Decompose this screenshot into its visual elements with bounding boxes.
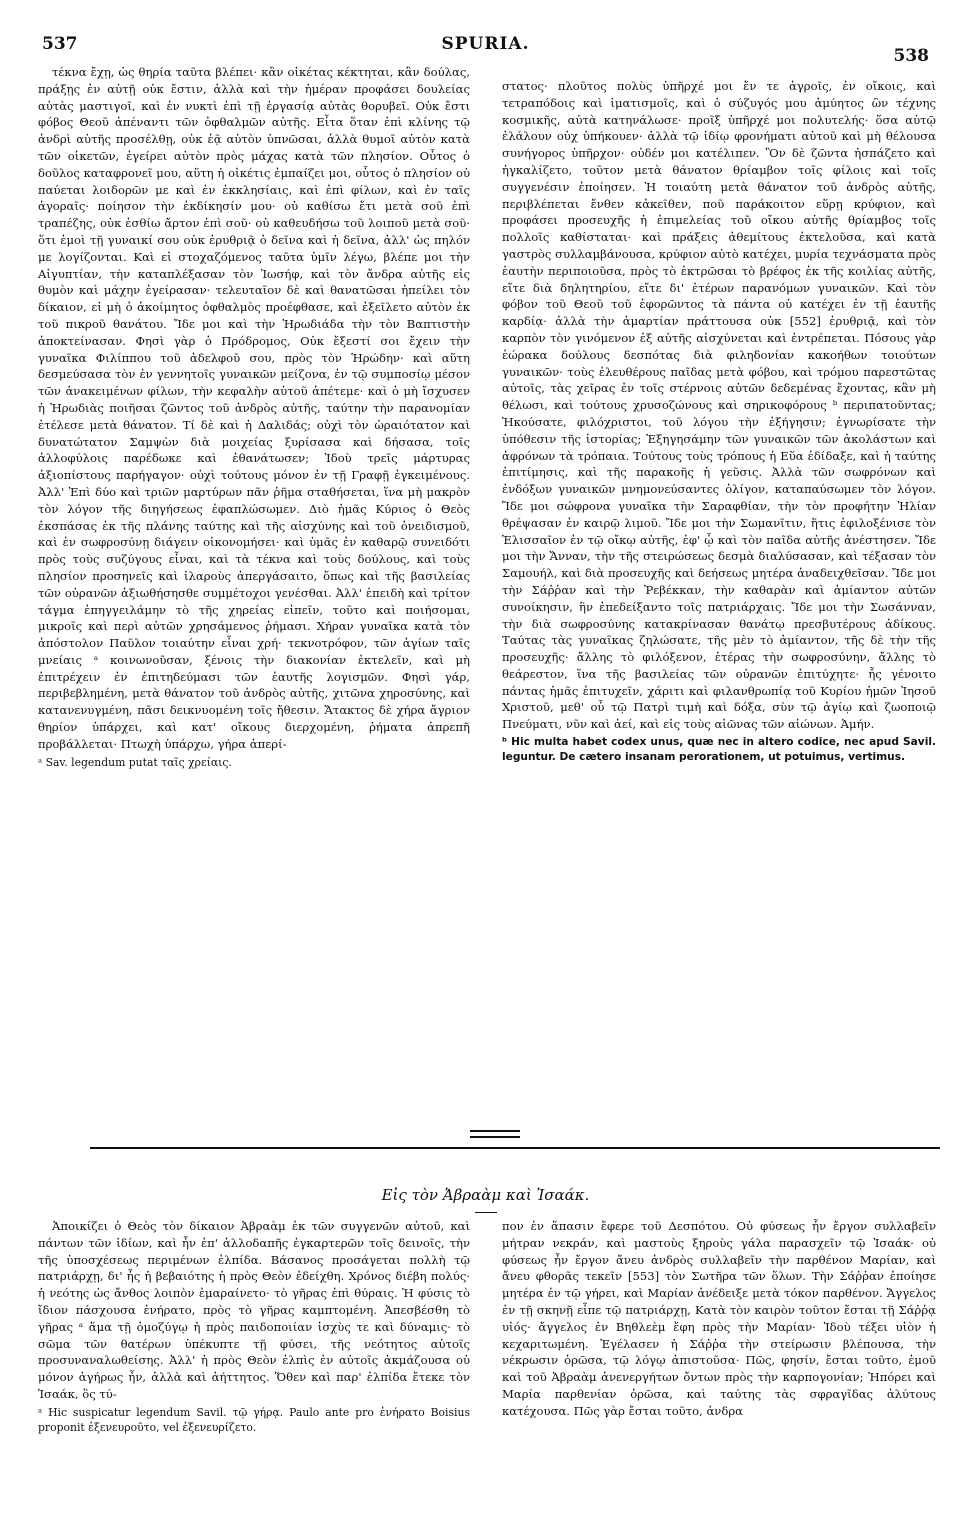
body-text: Ἀποικίζει ὁ Θεὸς τὸν δίκαιον Ἀβραὰμ ἐκ τῶν συγγενῶν αὐτοῦ, καὶ πάντων τῶν ἰδίων, καὶ ἦν ἐπ' ἀλλοδαπῆς ἐγκαρτερῶν τοῖς δεινοῖς, τὴν τῆς ὑποσχέσεως περιμένων ἐλπίδα. Βάσανος προσάγεται πολλὴ τῷ πατριάρχῃ, δι' ἧς ἡ βεβαιότης ἡ πρὸς Θεὸν ἐδείχθη. Χρόνος διέβη πολύς· ἡ νεότης ὡς ἄνθος λοιπὸν ἐμαραίνετο· τὸ γῆρας ἐπὶ θύραις. Ἡ φύσις τὸ ἴδιον πάσχουσα ἐνήρατο, πρὸς τὸ γῆρας καμπτομένη. Ἀπεσβέσθη τὸ γῆρας ᵃ ἅμα τῇ ὁμοζύγῳ ἡ πρὸς παιδοποιίαν ἰσχὺς τε καὶ δύναμις· τὸ σῶμα τῶν θατέρων ὑπέκυπτε τῇ φύσει, τῆς νεότητος αὐτοῖς προσυναναλωθείσης. Ἀλλ' ἡ πρὸς Θεὸν ἐλπὶς ἐν αὐτοῖς ἀκμάζουσα οὐ μόνον ἀγήρως ἦν, ἀλλὰ καὶ ἀήττητος. Ὅθεν καὶ παρ' ἐλπίδα ἔτεκε τὸν Ἰσαάκ, ὃς τύ- [38, 1219, 470, 1401]
column-right-upper [502, 78, 936, 764]
body-text: στατος· πλοῦτος πολὺς ὑπῆρχέ μοι ἔν τε ἀγροῖς, ἐν οἴκοις, καὶ τετραπόδοις καὶ ἱματισμοῖς, καὶ ὁ σύζυγός μου ἀμύητος ὢν τέχνης κοσμικῆς, αὐτὰ κατηνάλωσε· προῖξ ὑπῆρχέ μοι πολυτελής· ὅσα αὐτῷ ἐλάλουν οὐχ ὑπήκουεν· ἀλλὰ τῷ ἰδίῳ φρονήματι αὐτοῦ καὶ μὴ θέλουσα συνήγορος ὑπῆρχον· οὐδέν μοι κατέλιπεν. Ὃν δὲ ζῶντα ἠσπάζετο καὶ ἠγκαλίζετο, τοῦτον μετὰ θάνατον θρίαμβον τοῖς φίλοις καὶ τοῖς συγγενέσιν ἐποίησεν. Ἡ τοιαύτη μετὰ θάνατον τοῦ ἀνδρὸς αὐτῆς, περιβλέπεται ἔνθεν κἀκεῖθεν, ποῦ παράκοιτον εὕρῃ κρύφιον, καὶ προφάσει προσευχῆς ἡ ἐπιμελείας τοῦ οἴκου αὐτῆς θρίαμβος τοῖς πολλοῖς καθίσταται· καὶ πράξεις ἀθεμίτους ἐκτελοῦσα, καὶ κατὰ γαστρὸς συλλαμβάνουσα, κρύφιον αὐτὸ κατέχει, μυρία τεχνάσματα πρὸς ἑαυτὴν περιποιοῦσα, πρὸς τὸ ἐκτρῶσαι τὸ βρέφος ἐκ τῆς κοιλίας αὐτῆς, εἴτε διὰ δηλητηρίου, εἴτε δι' ἑτέρων παρανόμων γυναικῶν. Καὶ τὸν φόβον τοῦ Θεοῦ τοῦ ἐφορῶντος τὰ πάντα οὐ κατέχει ἐν τῇ ἑαυτῆς καρδίᾳ· ἀλλὰ τὴν ἁμαρτίαν πράττουσα οὐκ [552] ἐρυθριᾷ, καὶ τὸν καρπὸν τὸν γινόμενον ἐξ αὐτῆς αἰσχύνεται καὶ ἐντρέπεται. Πόσους γὰρ ἑώρακα δούλους δεσπότας διὰ φιληδονίαν κακοήθων τοιούτων γυναικῶν· τοὺς ἐλευθέρους παῖδας μετὰ φόβου, καὶ τρόμου παρεστῶτας αὐτοῖς, τὰς χεῖρας ἐν τοῖς στέρνοις αὐτῶν δεδεμένας ἔχοντας, κἂν μὴ θέλωσι, καὶ τούτους χρυσοζώνους καὶ σηρικοφόρους ᵇ περιπατοῦντας; Ἠκούσατε, φιλόχριστοι, τοῦ λόγου τὴν ἐξήγησιν; ἐγνωρίσατε τὴν ὑπόθεσιν τῆς ἱστορίας; Ἐξηγησάμην τῶν γυναικῶν τῶν ἀκολάστων καὶ ἀφρόνων τὰ τρόπαια. Τούτους τοὺς τρόπους ἡ Εὕα ἐδίδαξε, καὶ ἡ ταύτης ἐπιτίμησις, καὶ τῆς παρακοῆς ἡ γεῦσις. Ἀλλὰ τῶν σωφρόνων καὶ ἐνδόξων γυναικῶν μνημονεύσαντες ὀλίγον, καταπαύσωμεν τὸν λόγον. Ἴδε μοι σώφρονα γυναῖκα τὴν Σαραφθίαν, τὴν τὸν προφήτην Ἠλίαν θρέψασαν ἐν καιρῷ λιμοῦ. Ἴδε μοι τὴν Σωμανῖτιν, ἥτις ἐφιλοξένισε τὸν Ἐλισσαῖον ἐν τῷ οἴκῳ αὐτῆς, ἐφ' ᾧ καὶ τὸν παῖδα αὐτῆς ἀνέστησεν. Ἴδε μοι τὴν Ἄνναν, τὴν τῆς στειρώσεως δεσμὰ διαλύσασαν, καὶ τέξασαν τὸν Σαμουήλ, καὶ διὰ προσευχῆς καὶ δεήσεως μητέρα ἀναδειχθεῖσαν. Ἴδε μοι τὴν Σάῤῥαν καὶ τὴν Ῥεβέκκαν, τὴν καθαρὰν καὶ ἀμίαντον αὐτῶν συνοίκησιν, ἣν ἐπεδείξαντο τοῖς πατριάρχαις. Ἴδε μοι τὴν Σωσάνναν, τὴν διὰ σωφροσύνης κατακρίνασαν θανάτῳ πρεσβυτέρους ἀδίκους. Ταύτας τὰς γυναῖκας ζηλώσατε, τῆς μὲν τὸ ἀμίαντον, τῆς δὲ τὴν τῆς προσευχῆς· ἄλλης τὸ φιλόξενον, ἑτέρας τὴν σωφροσύνην, ἄλλης τὸ θεάρεστον, ἵνα τῆς βασιλείας τῶν οὐρανῶν ἐπιτύχητε· ἧς γένοιτο πάντας ἡμᾶς ἐπιτυχεῖν, χάριτι καὶ φιλανθρωπίᾳ τοῦ Κυρίου ἡμῶν Ἰησοῦ Χριστοῦ, μεθ' οὗ τῷ Πατρὶ τιμὴ καὶ δόξα, σὺν τῷ ἁγίῳ καὶ ζωοποιῷ Πνεύματι, νῦν καὶ ἀεί, καὶ εἰς τοὺς αἰῶνας τῶν αἰώνων. Ἀμήν. [502, 79, 936, 732]
ornament-divider [470, 1128, 520, 1142]
footnote-a: ᵃ Sav. legendum putat ταῖς χρείαις. [38, 755, 232, 769]
section-title: Εἰς τὸν Ἀβραὰμ καὶ Ἰσαάκ. [381, 1186, 590, 1204]
footnote-b: ᵇ Hic multa habet codex unus, quæ nec in altero codice, nec apud Savil. leguntur. De cætero insanam perorationem, ut potuimus, vertimus. [502, 736, 936, 764]
title-rule [475, 1212, 497, 1213]
column-right-lower [502, 1218, 936, 1528]
section-separator [90, 1147, 940, 1149]
column-left-lower [38, 1218, 470, 1528]
body-text: τέκνα ἔχῃ, ὡς θηρία ταῦτα βλέπει· κἂν οἰκέτας κέκτηται, κἂν δούλας, πράξῃς ἐν αὐτῇ οὐκ ἔστιν, ἀλλὰ καὶ τὴν ἡμέραν προφάσει δουλείας αὐτὰς μαστιγοῖ, καὶ ἐν νυκτὶ ἐπὶ τῇ ἐργασίᾳ αὐτὰς θορυβεῖ. Οὐκ ἔστι φόβος Θεοῦ ἀπέναντι τῶν ὀφθαλμῶν αὐτῆς. Εἶτα ὅταν ἐπὶ κλίνης τῷ ἀνδρὶ αὐτῆς προσέλθῃ, οὐκ ἐᾷ αὐτὸν ὑπνῶσαι, ἀλλὰ θυμοῖ αὐτὸν κατὰ τῶν οἰκετῶν, ἐγείρει αὐτὸν πρὸς μάχας κατὰ τῶν πλησίον. Οὗτος ὁ δοῦλος καταφρονεῖ μου, αὕτη ἡ οἰκέτις ἐμπαίζει μοι, οὗτος ὁ πλησίον οὐ παύεται λοιδορῶν με καὶ ἐν ἐκκλησίαις, καὶ ἐπὶ φίλων, καὶ ἐν ταῖς ἀγοραῖς· ποίησον τὴν ἐκδίκησίν μου· οὐ καθίσω ἔτι μετὰ σοῦ ἐπὶ τραπέζης, οὐκ ἐσθίω ἄρτον ἐπὶ σοῦ· οὐ καθευδήσω τοῦ λοιποῦ μετὰ σοῦ· ὅτι ἐμοὶ τῇ γυναικί σου οὐκ ἐρυθριᾷ ὁ δεῖνα καὶ ἡ δεῖνα, ἀλλ' ὡς πηλόν με λογίζονται. Καὶ εἰ στοχαζόμενος ταῦτα ὑμῖν λέγω, βλέπε μοι τὴν Αἰγυπτίαν, τὴν καταπλέξασαν τὸν Ἰωσήφ, καὶ τὸν ἄνδρα αὐτῆς εἰς θυμὸν καὶ μάχην ἐγείρασαν· τελευταῖον δὲ καὶ θανατῶσαι ἠπείλει τὸν δίκαιον, εἰ μὴ ὁ ἀκοίμητος ὀφθαλμὸς προέφθασε, καὶ ἐξεῖλετο αὐτὸν ἐκ τοῦ πικροῦ θανάτου. Ἴδε μοι καὶ τὴν Ἡρωδιάδα τὴν τὸν Βαπτιστὴν ἀποκτείνασαν. Φησὶ γὰρ ὁ Πρόδρομος, Οὐκ ἔξεστί σοι ἔχειν τὴν γυναῖκα Φιλίππου τοῦ ἀδελφοῦ σου, πρὸς τὸν Ἡρώδην· καὶ αὕτη δεσμεύσασα τὸν ἐν γεννητοῖς γυναικῶν μείζονα, ἐν τῷ συμποσίῳ μέσον τῶν ἀνακειμένων φίλων, τὴν κεφαλὴν αὐτοῦ ἀπέτεμε· καὶ ὁ μὴ ἴσχυσεν ἡ Ἡρωδιὰς ποιῆσαι ζῶντος τοῦ ἀνδρὸς αὐτῆς, ταύτην τὴν παρανομίαν ἐτέλεσε μετὰ θάνατον. Τί δὲ καὶ ἡ Δαλιδάς; οὐχὶ τὸν ὡραιότατον καὶ δυνατώτατον Σαμψὼν διὰ μοιχείας ξυρίσασα καὶ δήσασα, τοῖς ἀλλοφύλοις παρέδωκε καὶ ἐθανάτωσεν; Ἰδοὺ τρεῖς μάρτυρας ἀξιοπίστους παρήγαγον· οὐχὶ τούτους μόνον ἐν τῇ Γραφῇ ἐγκειμένους. Ἀλλ' Ἐπὶ δύο καὶ τριῶν μαρτύρων πᾶν ῥῆμα σταθήσεται, ἵνα μὴ μακρὸν τὸν λόγον τῆς διηγήσεως ἐφαπλώσωμεν. Διὸ ἡμᾶς Κύριος ὁ Θεὸς ἐκσπάσας ἐκ τῆς πλάνης ταύτης καὶ τῆς αἰσχύνης καὶ τοῦ ὀνειδισμοῦ, καὶ ἐν σωφροσύνῃ διάγειν οἰκονομήσει· καὶ ὑμᾶς ἐν καθαρῷ συνειδότι πρὸς τοὺς συζύγους εἶναι, καὶ τὰ τέκνα καὶ τοὺς δούλους, καὶ τοὺς πλησίον προσηνεῖς καὶ ἱλαροὺς ἀπεργάσαιτο, ὅπως καὶ τῆς βασιλείας τῶν οὐρανῶν ἀξιωθήσησθε συμμέτοχοι γενέσθαι. Ἀλλ' ἐπειδὴ καὶ τρίτον τάγμα ἐπηγγειλάμην τὸ τῆς χηρείας εἰπεῖν, τοῦτο καὶ ποιήσομαι, μικροῖς καὶ περὶ αὐτῶν χρησάμενος ῥήμασι. Χήραν γυναῖκα κατὰ τὸν ἀπόστολον Παῦλον τοιαύτην εἶναι χρή· τεκνοτρόφον, τῶν ἁγίων ταῖς μνείαις ᵃ κοινωνοῦσαν, ξένοις τὴν διακονίαν ἐκτελεῖν, καὶ μὴ ἐπιτρέχειν ἐν ἐπιτηδεύμασι τῶν ἑαυτῆς λογισμῶν. Φησὶ γάρ, περιβεβλημένη, μετὰ θάνατον τοῦ ἀνδρὸς αὐτῆς, χιτῶνα χηροσύνης, καὶ κατανενυγμένη, πᾶσι δεικνυομένη τοῖς ἤθεσιν. Ἄτακτος δὲ χήρα ἄγριον θηρίον ὑπάρχει, καὶ κατ' οἴκους διερχομένη, ῥήματα ἀπρεπῆ προβάλλεται· Πτωχὴ ὑπάρχω, γήρα ἀπερί- [38, 65, 470, 751]
page-number-left: 537 [42, 34, 78, 54]
column-left-upper [38, 64, 470, 1002]
running-title: SPURIA. [441, 34, 530, 54]
body-text: πον ἐν ἅπασιν ἔφερε τοῦ Δεσπότου. Οὐ φύσεως ἦν ἔργον συλλαβεῖν μήτραν νεκράν, καὶ μαστοὺς ξηροὺς γάλα παρασχεῖν τῷ Ἰσαάκ· οὐ φύσεως ἦν ἔργον ἄνευ ἀνδρὸς συλλαβεῖν τὴν παρθένον Μαρίαν, καὶ ἄνευ φθορᾶς τεκεῖν [553] τὸν Σωτῆρα τῶν ὅλων. Τὴν Σάῤῥαν ἐποίησε μητέρα ἐν τῷ γήρει, καὶ Μαρίαν ἀνέδειξε μετὰ τόκον παρθένον. Ἄγγελος ἐν τῇ σκηνῇ εἶπε τῷ πατριάρχῃ, Κατὰ τὸν καιρὸν τοῦτον ἔσται τῇ Σάῤῥᾳ υἱός· ἄγγελος ἐν Βηθλεὲμ ἔφη πρὸς τὴν Μαρίαν· Ἰδοὺ τέξει υἱὸν ἡ κεχαριτωμένη. Ἐγέλασεν ἡ Σάῤῥα τὴν στείρωσιν βλέπουσα, τὴν νέκρωσιν ὁρῶσα, τῷ λόγῳ ἀπιστοῦσα· Πῶς, φησίν, ἔσται τοῦτο, ἐμοῦ καὶ τοῦ Ἀβραὰμ ἀνενεργήτων ὄντων πρὸς τὴν καρπογονίαν; Ἠπόρει καὶ Μαρία παρθενίαν ὁρῶσα, καὶ ταύτης τὰς σφραγῖδας ἀλύτους κατέχουσα. Πῶς γὰρ ἔσται τοῦτο, ἀνδρα [502, 1219, 936, 1418]
page-number-right: 538 [893, 46, 929, 66]
footnote-a: ᵃ Hic suspicatur legendum Savil. τῷ γήρᾳ. Paulo ante pro ἐνήρατο Boisius proponit ἐξενευροῦτο, vel ἐξενευρίζετο. [38, 1405, 470, 1434]
